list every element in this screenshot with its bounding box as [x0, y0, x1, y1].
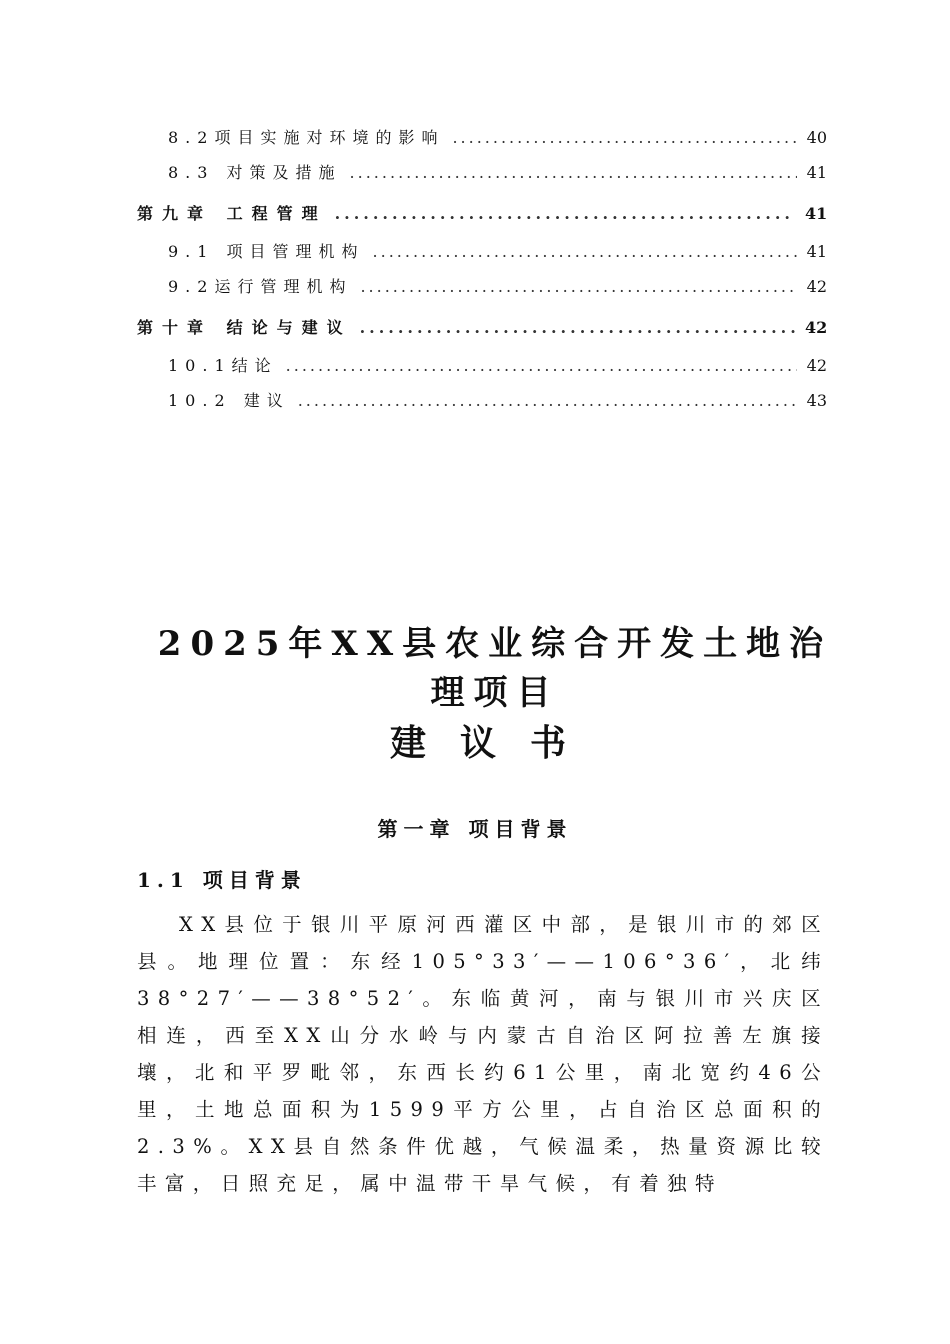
toc-entry-label: 第十章 结论与建议: [137, 318, 352, 337]
toc-leader-dots: [350, 159, 797, 186]
toc-entry-label: 8.3 对策及措施: [168, 163, 342, 182]
toc-entry-page: 43: [806, 391, 827, 410]
toc-leader-dots: [298, 387, 797, 414]
toc-chapter-entry[interactable]: [137, 194, 827, 238]
document-title-line-2: 理项目: [430, 673, 560, 713]
toc-entry-label: 8.2项目实施对环境的影响: [168, 128, 445, 147]
section-heading: 1.1 项目背景: [137, 868, 307, 892]
toc-chapter-entry[interactable]: [137, 308, 827, 352]
toc-entry[interactable]: [137, 159, 827, 194]
toc-entry[interactable]: [137, 273, 827, 308]
toc-entry[interactable]: [137, 238, 827, 273]
toc-entry[interactable]: [137, 352, 827, 387]
toc-entry-page: 41: [806, 242, 827, 261]
toc-leader-dots: [452, 124, 796, 151]
table-of-contents: [137, 124, 827, 422]
toc-leader-dots: [360, 273, 796, 300]
chapter-heading: 第一章 项目背景: [377, 817, 573, 841]
toc-leader-dots: [360, 308, 795, 348]
toc-entry-page: 42: [805, 318, 828, 337]
toc-entry-page: 40: [806, 128, 827, 147]
toc-leader-dots: [286, 352, 797, 379]
toc-entry-page: 42: [806, 277, 827, 296]
body-paragraph: XX县位于银川平原河西灌区中部，是银川市的郊区县。地理位置：东经105°33′——106°36′，北纬38°27′——38°52′。东临黄河，南与银川市兴庆区相连，西至XX山分水岭与内蒙古自治区阿拉善左旗接壤，北和平罗毗邻，东西长约61公里，南北宽约46公里，土地总面积为1599平方公里，占自治区总面积的2.3%。XX县自然条件优越，气候温柔，热量资源比较丰富，日照充足，属中温带干旱气候，有着独特: [137, 913, 829, 1195]
toc-entry-label: 9.2运行管理机构: [168, 277, 353, 296]
toc-entry-label: 9.1 项目管理机构: [168, 242, 365, 261]
toc-entry[interactable]: [137, 387, 827, 422]
toc-entry-page: 41: [805, 204, 828, 223]
document-title-line-3: 建议书: [389, 722, 600, 764]
toc-entry[interactable]: [137, 124, 827, 159]
toc-entry-label: 10.1结论: [168, 356, 278, 375]
toc-entry-page: 41: [806, 163, 827, 182]
document-title-line-1: 2025年XX县农业综合开发土地治: [157, 624, 833, 664]
toc-entry-label: 第九章 工程管理: [137, 204, 327, 223]
toc-entry-label: 10.2 建议: [168, 391, 290, 410]
toc-leader-dots: [335, 194, 795, 234]
toc-leader-dots: [373, 238, 797, 265]
toc-entry-page: 42: [806, 356, 827, 375]
